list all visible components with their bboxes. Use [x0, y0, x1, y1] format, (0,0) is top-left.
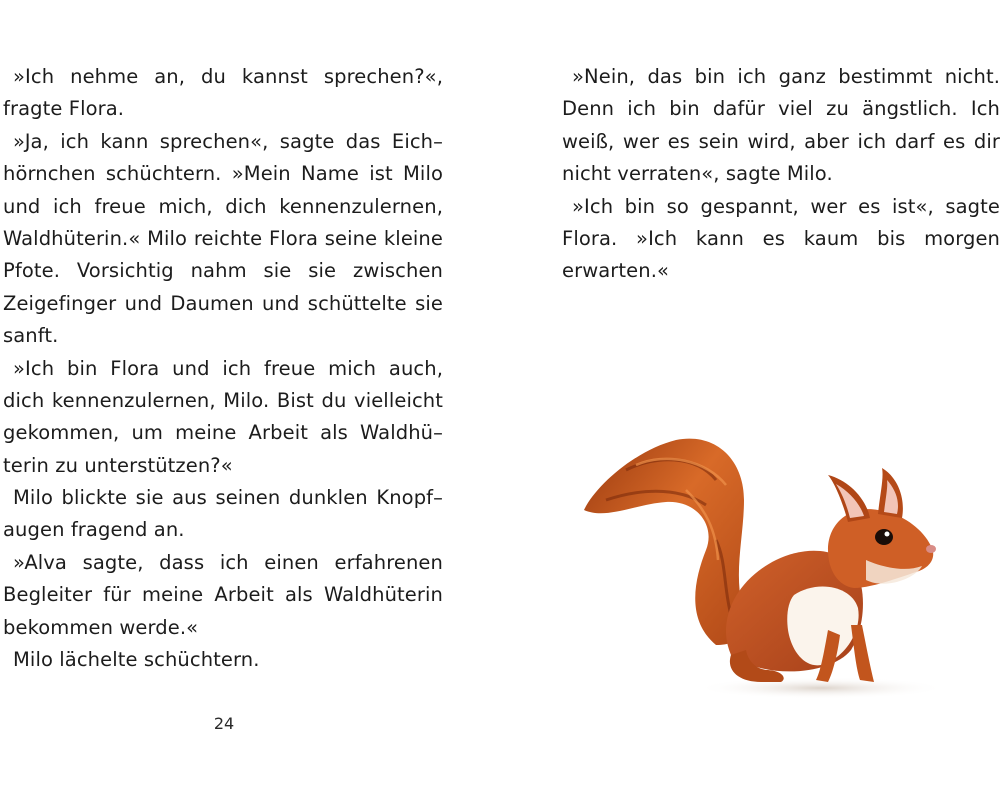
text-line: Flora. »Ich kann es kaum bis morgen [562, 226, 1000, 250]
text-line: dich kennenzulernen, Milo. Bist du vielleicht [3, 388, 443, 412]
text-line: bekommen werde.« [3, 615, 199, 639]
text-line: und ich freue mich, dich kennenzulernen, [3, 194, 443, 218]
left-page-text [3, 61, 443, 676]
text-line: »Alva sagte, dass ich einen erfahrenen [13, 550, 443, 574]
text-line: weiß, wer es sein wird, aber ich darf es dir [562, 129, 1000, 153]
squirrel-eye [875, 529, 893, 545]
text-line: Zeigefinger und Daumen und schüttelte sie [3, 291, 443, 315]
text-line: terin zu unterstützen?« [3, 453, 233, 477]
text-line: hörnchen schüchtern. »Mein Name ist Milo [3, 162, 443, 186]
text-line: augen fragend an. [3, 518, 185, 542]
text-line: »Ja, ich kann sprechen«, sagte das Eich– [13, 129, 443, 153]
text-line: Milo lächelte schüchtern. [13, 648, 260, 672]
squirrel-tail [584, 439, 744, 645]
squirrel-belly [787, 586, 858, 665]
text-line: Pfote. Vorsichtig nahm sie sie zwischen [3, 259, 443, 283]
text-line: Begleiter für meine Arbeit als Waldhüterin [3, 583, 443, 607]
text-line: »Ich bin so gespannt, wer es ist«, sagte [572, 194, 1000, 218]
text-line: »Ich bin Flora und ich freue mich auch, [13, 356, 443, 380]
text-line: Milo blickte sie aus seinen dunklen Knopf– [13, 486, 443, 510]
page-number: 24 [213, 714, 235, 733]
text-line: nicht verraten«, sagte Milo. [562, 162, 833, 186]
right-page-text [562, 61, 1000, 288]
text-line: Waldhüterin.« Milo reichte Flora seine kleine [3, 226, 443, 250]
squirrel-nose [926, 545, 936, 553]
text-line: sanft. [3, 324, 59, 348]
text-line: Denn ich bin dafür viel zu ängstlich. Ich [562, 97, 1000, 121]
text-line: fragte Flora. [3, 97, 125, 121]
text-line: »Nein, das bin ich ganz bestimmt nicht. [572, 65, 1000, 88]
text-line: »Ich nehme an, du kannst sprechen?«, [13, 65, 443, 88]
text-line: gekommen, um meine Arbeit als Waldhü– [3, 421, 443, 445]
text-line: erwarten.« [562, 259, 670, 283]
squirrel-illustration [566, 430, 966, 705]
